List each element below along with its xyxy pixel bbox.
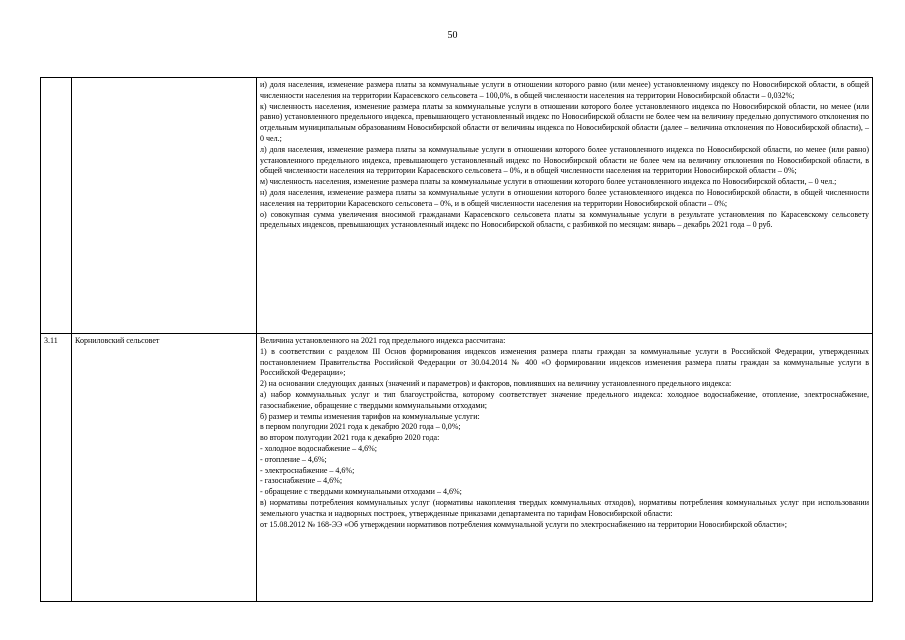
- paragraph: - отопление – 4,6%;: [260, 454, 327, 464]
- document-table: [40, 77, 873, 602]
- paragraph: л) доля населения, изменение размера платы за коммунальные услуги в отношении которого более установленного индекса по Новосибирской области, но менее (или равно) установленного предельного индекса, превышающего установленный индекс по Новосибирской области не более чем на величину отклонения по Новосибирской области, в общей численности населения на территории Карасевского сельсовета – 0%, и в общей численности населения на территории Новосибирской области – 0%;: [260, 144, 869, 176]
- paragraph: и) доля населения, изменение размера платы за коммунальные услуги в отношении которого равно (или менее) установленному индексу по Новосибирской области, в общей численности населения на территории Карасевского сельсовета – 100,0%, в общей численности населения на территории Новосибирской области – 0,032%;: [260, 80, 869, 100]
- paragraph: в) нормативы потребления коммунальных услуг (нормативы накопления твердых коммунальных отходов), нормативы потребления коммунальных услуг при использовании земельного участка и надворных построек, утвержденные приказами департамента по тарифам Новосибирской области:: [260, 497, 869, 518]
- paragraph: а) набор коммунальных услуг и тип благоустройства, которому соответствует значение предельного индекса: холодное водоснабжение, отопление, электроснабжение, газоснабжение, обращение с твердыми коммунальными отходами;: [260, 389, 869, 410]
- paragraph: 1) в соответствии с разделом III Основ формирования индексов изменения размера платы граждан за коммунальные услуги в Российской Федерации, утвержденных постановлением Правительства Российской Федерации от 30.04.2014 № 400 «О формировании индексов изменения размера платы граждан за коммунальные услуги в Российской Федерации»;: [260, 346, 869, 378]
- row-name-cell: Корниловский сельсовет: [72, 334, 257, 602]
- paragraph: в первом полугодии 2021 года к декабрю 2020 года – 0,0%;: [260, 422, 461, 432]
- row-number-cell: 3.11: [41, 334, 72, 602]
- paragraph: 2) на основании следующих данных (значений и параметров) и факторов, повлиявших на величину установленного предельного индекса:: [260, 379, 732, 389]
- page-number: 50: [447, 30, 458, 41]
- paragraph: Величина установленного на 2021 год предельного индекса рассчитана:: [260, 336, 506, 345]
- paragraph: во втором полугодии 2021 года к декабрю 2020 года:: [260, 433, 440, 443]
- row-number-cell: [41, 78, 72, 334]
- paragraph: н) доля населения, изменение размера платы за коммунальные услуги в отношении которого более установленного индекса по Новосибирской области, в общей численности населения на территории Карасевского сельсовета – 0%, и в общей численности населения на территории Новосибирской области – 0%;: [260, 187, 869, 208]
- row-name-cell: [72, 78, 257, 334]
- row-content-cell: [257, 78, 873, 334]
- paragraph: к) численность населения, изменение размера платы за коммунальные услуги в отношении которого более установленного индекса по Новосибирской области, но менее (или равно) установленного предельного индекса, превышающего установленный индекс по Новосибирской области не более чем на величину предельно допустимого отклонения по отдельным муниципальным образованиям Новосибирской области от величины индекса по Новосибирской области (далее – величина отклонения по Новосибирской области), – 0 чел.;: [260, 101, 869, 143]
- table-row: [41, 78, 873, 334]
- paragraph: - холодное водоснабжение – 4,6%;: [260, 443, 378, 453]
- paragraph: б) размер и темпы изменения тарифов на коммунальные услуги:: [260, 411, 480, 421]
- paragraph: - электроснабжение – 4,6%;: [260, 465, 355, 475]
- table-row: [41, 334, 873, 602]
- paragraph: м) численность населения, изменение размера платы за коммунальные услуги в отношении которого более установленного индекса по Новосибирской области, – 0 чел.;: [260, 177, 837, 187]
- paragraph: о) совокупная сумма увеличения вносимой гражданами Карасевского сельсовета платы за коммунальные услуги в результате установления по Карасевскому сельсовету предельных индексов, превышающих установленный индекс по Новосибирской области, с разбивкой по месяцам: январь – декабрь 2021 года – 0 руб.: [260, 209, 869, 230]
- row-content-cell: [257, 334, 873, 602]
- paragraph: - газоснабжение – 4,6%;: [260, 476, 343, 486]
- paragraph: - обращение с твердыми коммунальными отходами – 4,6%;: [260, 487, 462, 497]
- paragraph: от 15.08.2012 № 168-ЭЭ «Об утверждении нормативов потребления коммунальной услуги по электроснабжению на территории Новосибирской области»;: [260, 519, 788, 529]
